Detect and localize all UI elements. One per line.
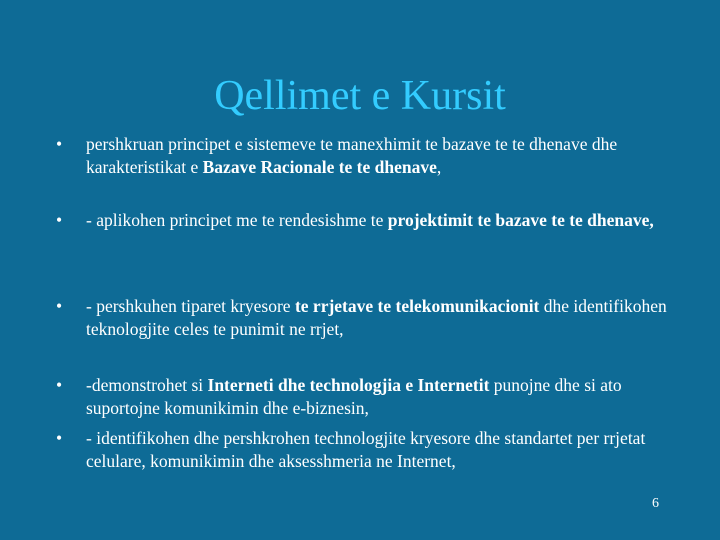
bullet-dot-icon: • (56, 134, 63, 154)
bullet-text-part: - pershkuhen tiparet kryesore (86, 296, 295, 316)
bullet-item (56, 427, 676, 473)
bullet-text-part: punojne dhe si ato suportojne komunikimin dhe e-biznesin, (86, 375, 622, 418)
bullet-text-part: - aplikohen principet me te rendesishme te (86, 210, 388, 230)
bullet-text-part: , (436, 157, 442, 177)
bullet-text-part: pershkruan principet e sistemeve te manexhimit te bazave te te dhenave dhe karakteristikat e (86, 134, 618, 177)
bullet-text-bold: Interneti dhe technologjia e Internetit (207, 375, 490, 395)
bullet-text-part: dhe identifikohen teknologjite celes te punimit ne rrjet, (86, 296, 667, 339)
bullet-item (56, 133, 676, 179)
bullet-item (56, 209, 676, 232)
bullet-dot-icon: • (56, 428, 63, 448)
slide-title: Qellimet e Kursit (214, 73, 506, 119)
bullet-dot-icon: • (56, 296, 63, 316)
bullet-text (86, 295, 676, 341)
bullet-text (86, 209, 676, 232)
bullet-dot-icon: • (56, 375, 63, 395)
bullet-item (56, 374, 676, 420)
bullet-text (86, 133, 676, 179)
bullet-text (86, 427, 676, 473)
bullet-text-part: - identifikohen dhe pershkrohen technologjite kryesore dhe standartet per rrjetat celulare, komunikimin dhe aksesshmeria ne Internet, (86, 428, 646, 471)
page-number: 6 (652, 496, 659, 511)
bullet-text-bold: te rrjetave te telekomunikacionit (294, 296, 540, 316)
bullet-dot-icon: • (56, 210, 63, 230)
bullet-text-bold: Bazave Racionale te te dhenave (202, 157, 437, 177)
bullet-item (56, 295, 676, 341)
bullet-text-part: -demonstrohet si (86, 375, 208, 395)
bullet-text (86, 374, 676, 420)
bullet-text-bold: projektimit te bazave te te dhenave, (387, 210, 654, 230)
